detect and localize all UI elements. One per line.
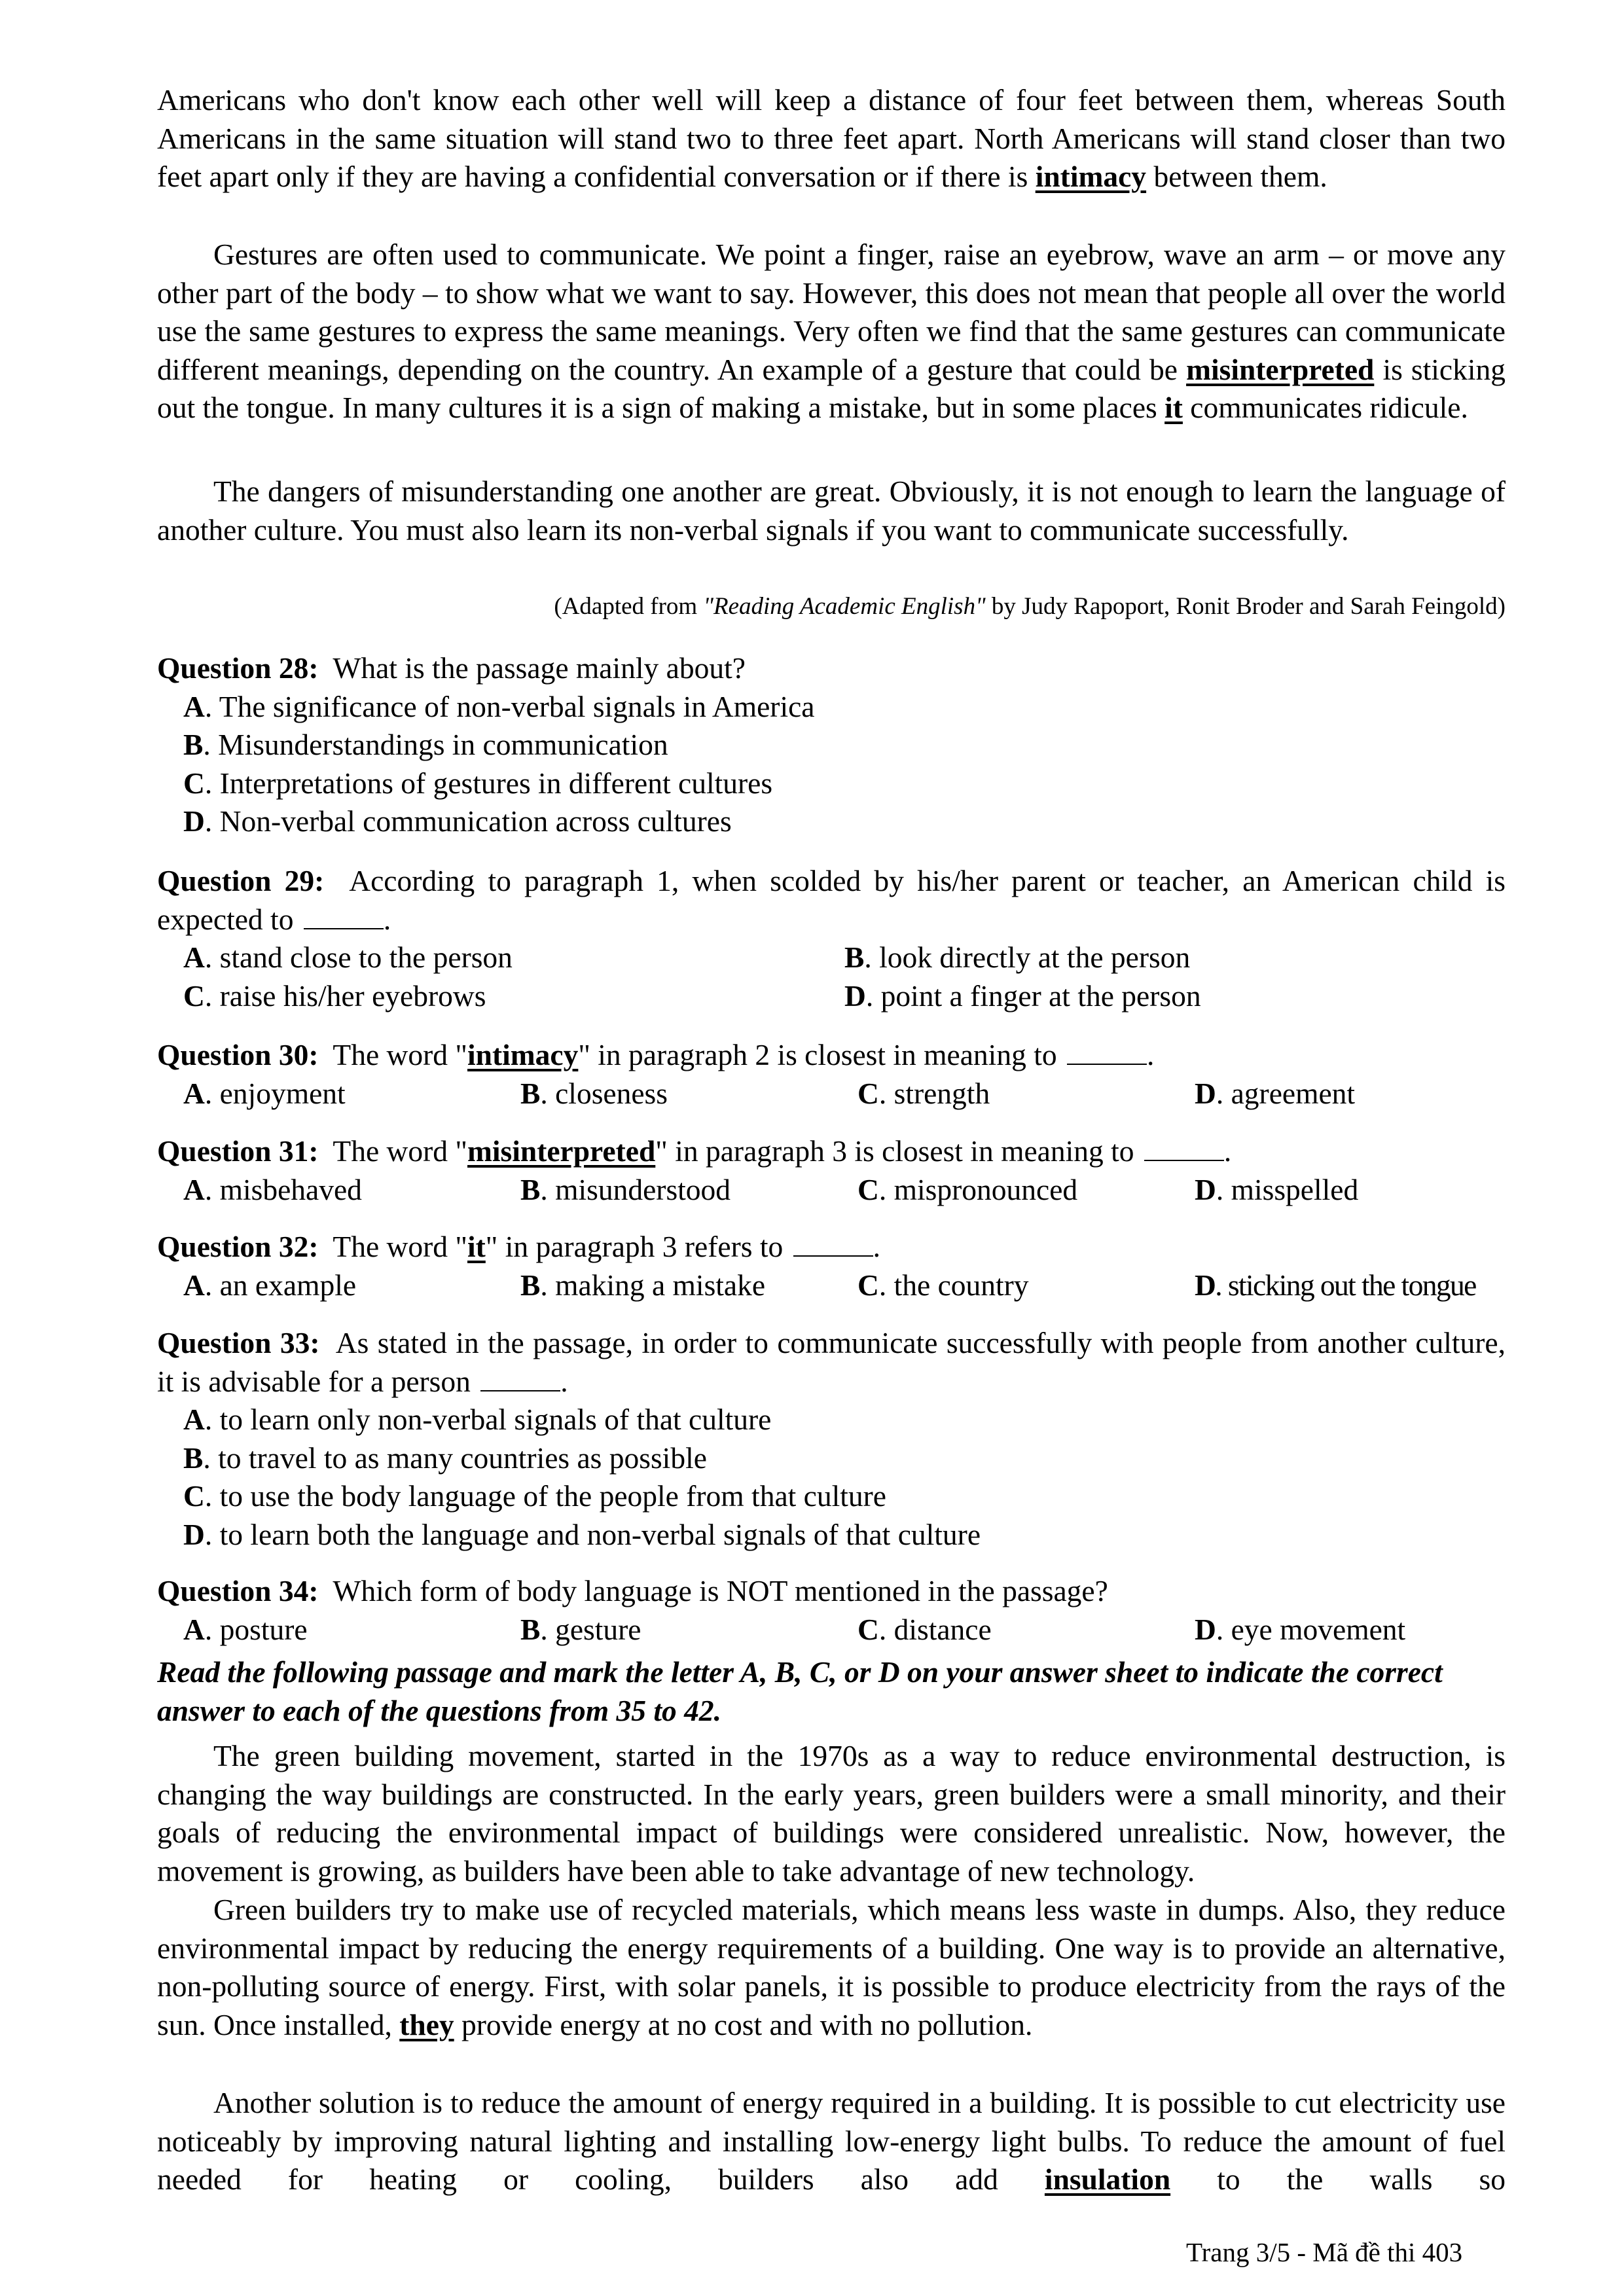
paragraph-text: communicates ridicule. xyxy=(1182,391,1468,424)
option-letter: A xyxy=(183,1076,205,1110)
underlined-word-insulation: insulation xyxy=(1044,2162,1171,2196)
paragraph-text: is sticking out the tongue. In many cultures it is a sign of making a mistake, but in some places xyxy=(157,352,1506,424)
option-b[interactable] xyxy=(844,939,1506,977)
option-letter: C xyxy=(857,1268,879,1302)
option-text: . eye movement xyxy=(1216,1612,1406,1646)
option-letter: B xyxy=(183,728,204,761)
option-letter: D xyxy=(183,804,205,838)
underlined-word-misinterpreted: misinterpreted xyxy=(1186,352,1375,386)
passage2-paragraph-3 xyxy=(157,2084,1506,2199)
option-a[interactable] xyxy=(157,688,1506,726)
underlined-word-it: it xyxy=(1164,391,1183,424)
option-b[interactable] xyxy=(157,726,1506,764)
option-a[interactable] xyxy=(157,1401,1506,1439)
passage1-paragraph-3 xyxy=(157,236,1506,427)
option-text: . to travel to as many countries as possible xyxy=(203,1441,707,1475)
question-stem: As stated in the passage, in order to communicate successfully with people from another culture, it is advisable for a person xyxy=(157,1326,1506,1398)
option-letter: B xyxy=(844,941,865,974)
option-text: . misbehaved xyxy=(204,1172,362,1206)
option-letter: A xyxy=(183,1172,205,1206)
option-c[interactable] xyxy=(157,764,1506,803)
option-c[interactable] xyxy=(857,1266,1195,1305)
option-text: . to learn both the language and non-verbal signals of that culture xyxy=(204,1517,981,1551)
option-a[interactable] xyxy=(183,1611,520,1649)
option-letter: C xyxy=(183,766,205,800)
passage1-paragraph-4: The dangers of misunderstanding one another are great. Obviously, it is not enough to learn the language of another culture. You must also learn its non-verbal signals if you want to communicate successfully. xyxy=(157,475,1506,547)
option-d[interactable] xyxy=(157,802,1506,841)
answer-blank xyxy=(304,902,384,929)
option-text: . Misunderstandings in communication xyxy=(203,728,668,761)
option-text: . the country xyxy=(878,1268,1029,1302)
option-c[interactable] xyxy=(183,977,844,1016)
question-stem: The word " xyxy=(333,1038,467,1071)
option-letter: C xyxy=(857,1612,879,1646)
option-letter: C xyxy=(857,1076,879,1110)
option-text: . to use the body language of the people from that culture xyxy=(204,1479,886,1513)
option-text: . mispronounced xyxy=(878,1172,1078,1206)
option-d[interactable] xyxy=(157,1516,1506,1554)
option-text: . closeness xyxy=(540,1076,668,1110)
paragraph-text: to the walls so xyxy=(1170,2162,1506,2196)
option-d[interactable] xyxy=(844,977,1506,1016)
passage2-paragraph-2 xyxy=(157,1891,1506,2044)
question-label: Question 30: xyxy=(157,1038,319,1071)
question-34 xyxy=(157,1572,1506,1649)
underlined-word-intimacy: intimacy xyxy=(467,1038,579,1071)
option-text: . distance xyxy=(878,1612,992,1646)
option-text: . agreement xyxy=(1216,1076,1356,1110)
option-letter: C xyxy=(183,1479,205,1513)
option-letter: B xyxy=(520,1076,541,1110)
paragraph-text: Americans who don't know each other well will keep a distance of four feet between them, whereas South Americans in the same situation will stand two to three feet apart. North Americans will stand closer than two feet apart only if they are having a confidential conversation or if there is xyxy=(157,83,1506,193)
question-stem: Which form of body language is NOT mentioned in the passage? xyxy=(333,1574,1108,1607)
passage-source-citation xyxy=(554,592,1506,622)
option-letter: B xyxy=(183,1441,204,1475)
option-text: . gesture xyxy=(540,1612,641,1646)
option-text: . point a finger at the person xyxy=(865,978,1201,1013)
question-label: Question 29: xyxy=(157,864,325,897)
punctuation: . xyxy=(383,902,391,936)
question-stem: The word " xyxy=(333,1230,467,1263)
option-letter: B xyxy=(520,1612,541,1646)
option-text: . sticking out the tongue xyxy=(1215,1268,1476,1302)
question-33 xyxy=(157,1324,1506,1554)
passage1-paragraph-2-tail xyxy=(157,81,1506,196)
option-letter: A xyxy=(183,941,205,974)
source-prefix: (Adapted from xyxy=(554,593,704,620)
question-label: Question 34: xyxy=(157,1574,319,1607)
passage2-paragraph-1: The green building movement, started in the 1970s as a way to reduce environmental destruction, is changing the way buildings are constructed. In the early years, green builders were a small minority, and their goals of reducing the environmental impact of buildings were considered unrealistic. Now, however, the movement is growing, as builders have been able to take advantage of new technology. xyxy=(157,1739,1506,1888)
punctuation: . xyxy=(873,1230,880,1263)
punctuation: . xyxy=(1146,1038,1155,1071)
paragraph-text: Another solution is to reduce the amount of energy required in a building. It is possible to cut electricity use noticeably by improving natural lighting and installing low-energy light bulbs. To reduce the amount of fuel needed for heating or cooling, builders also add xyxy=(157,2086,1506,2196)
option-text: . The significance of non-verbal signals in America xyxy=(204,689,815,723)
paragraph-text: between them. xyxy=(1146,160,1327,193)
option-text: . posture xyxy=(204,1612,308,1646)
option-letter: A xyxy=(183,1612,205,1646)
option-text: . an example xyxy=(204,1268,357,1302)
option-b[interactable] xyxy=(520,1611,857,1649)
answer-blank xyxy=(480,1364,560,1391)
option-c[interactable] xyxy=(857,1171,1195,1210)
option-text: . Interpretations of gestures in different cultures xyxy=(204,766,773,800)
answer-blank xyxy=(1144,1134,1224,1161)
option-d[interactable] xyxy=(1195,1075,1355,1113)
question-28 xyxy=(157,649,1506,841)
question-29 xyxy=(157,862,1506,1015)
paragraph-text: Gestures are often used to communicate. We point a finger, raise an eyebrow, wave an arm – or move any other part of the body – to show what we want to say. However, this does not mean that people all over the world use the same gestures to express the same meanings. Very often we find that the same gestures can communicate different meanings, depending on the country. An example of a gesture that could be xyxy=(157,238,1506,386)
option-letter: D xyxy=(1195,1076,1216,1110)
option-b[interactable] xyxy=(520,1075,857,1113)
option-a[interactable] xyxy=(183,1266,520,1305)
paragraph-text: provide energy at no cost and with no pollution. xyxy=(454,2007,1033,2041)
option-b[interactable] xyxy=(520,1266,857,1305)
option-letter: D xyxy=(183,1517,205,1551)
question-label: Question 32: xyxy=(157,1230,319,1263)
option-c[interactable] xyxy=(857,1611,1195,1649)
option-text: . misspelled xyxy=(1216,1172,1359,1206)
option-letter: C xyxy=(857,1172,879,1206)
underlined-word-misinterpreted: misinterpreted xyxy=(467,1134,656,1168)
option-letter: B xyxy=(520,1172,541,1206)
option-text: . raise his/her eyebrows xyxy=(204,978,486,1013)
option-letter: D xyxy=(1195,1172,1216,1206)
question-label: Question 33: xyxy=(157,1326,320,1359)
option-text: . stand close to the person xyxy=(204,941,513,974)
question-stem: " in paragraph 3 is closest in meaning to xyxy=(655,1134,1134,1168)
option-b[interactable] xyxy=(520,1171,857,1210)
source-title: "Reading Academic English" xyxy=(703,593,986,620)
question-stem: The word " xyxy=(333,1134,467,1168)
punctuation: . xyxy=(560,1364,568,1398)
option-letter: A xyxy=(183,1268,205,1302)
option-letter: B xyxy=(520,1268,541,1302)
punctuation: . xyxy=(1223,1134,1232,1168)
question-30 xyxy=(157,1036,1506,1113)
question-label: Question 31: xyxy=(157,1134,319,1168)
option-text: . making a mistake xyxy=(540,1268,766,1302)
question-31 xyxy=(157,1132,1506,1209)
underlined-word-it: it xyxy=(467,1230,486,1263)
question-stem: What is the passage mainly about? xyxy=(333,651,746,685)
option-d[interactable] xyxy=(1195,1266,1476,1305)
option-text: . strength xyxy=(878,1076,990,1110)
answer-blank xyxy=(1067,1037,1147,1065)
option-text: . misunderstood xyxy=(540,1172,731,1206)
option-letter: C xyxy=(183,978,205,1013)
option-letter: A xyxy=(183,689,205,723)
option-letter: A xyxy=(183,1403,205,1436)
option-d[interactable] xyxy=(1195,1611,1405,1649)
option-letter: D xyxy=(1195,1612,1216,1646)
question-label: Question 28: xyxy=(157,651,319,685)
option-text: . to learn only non-verbal signals of that culture xyxy=(204,1403,772,1436)
answer-blank xyxy=(793,1229,873,1257)
option-c[interactable] xyxy=(857,1075,1195,1113)
question-stem: According to paragraph 1, when scolded by his/her parent or teacher, an American child is expected to xyxy=(157,864,1506,936)
option-a[interactable] xyxy=(183,1171,520,1210)
underlined-word-intimacy: intimacy xyxy=(1035,160,1147,193)
option-letter: D xyxy=(1195,1268,1216,1302)
paragraph-text: Green builders try to make use of recycled materials, which means less waste in dumps. Also, they reduce environmental impact by reducing the energy requirements of a building. One way is to provide an alternative, non-polluting source of energy. First, with solar panels, it is possible to produce electricity from the rays of the sun. Once installed, xyxy=(157,1893,1506,2041)
option-text: . look directly at the person xyxy=(864,941,1191,974)
underlined-word-they: they xyxy=(399,2007,454,2041)
option-d[interactable] xyxy=(1195,1171,1358,1210)
option-a[interactable] xyxy=(183,939,844,977)
page-footer: Trang 3/5 - Mã đề thi 403 xyxy=(1186,2237,1463,2267)
question-32 xyxy=(157,1228,1506,1304)
option-text: . enjoyment xyxy=(204,1076,346,1110)
source-suffix: by Judy Rapoport, Ronit Broder and Sarah Feingold) xyxy=(985,593,1506,620)
section-instruction: Read the following passage and mark the letter A, B, C, or D on your answer sheet to indicate the correct answer to each of the questions from 35 to 42. xyxy=(157,1655,1443,1727)
option-letter: D xyxy=(844,978,866,1013)
option-c[interactable] xyxy=(157,1477,1506,1516)
question-stem: " in paragraph 3 refers to xyxy=(485,1230,784,1263)
option-b[interactable] xyxy=(157,1439,1506,1478)
option-a[interactable] xyxy=(183,1075,520,1113)
question-stem: " in paragraph 2 is closest in meaning to xyxy=(578,1038,1057,1071)
option-text: . Non-verbal communication across cultures xyxy=(204,804,732,838)
